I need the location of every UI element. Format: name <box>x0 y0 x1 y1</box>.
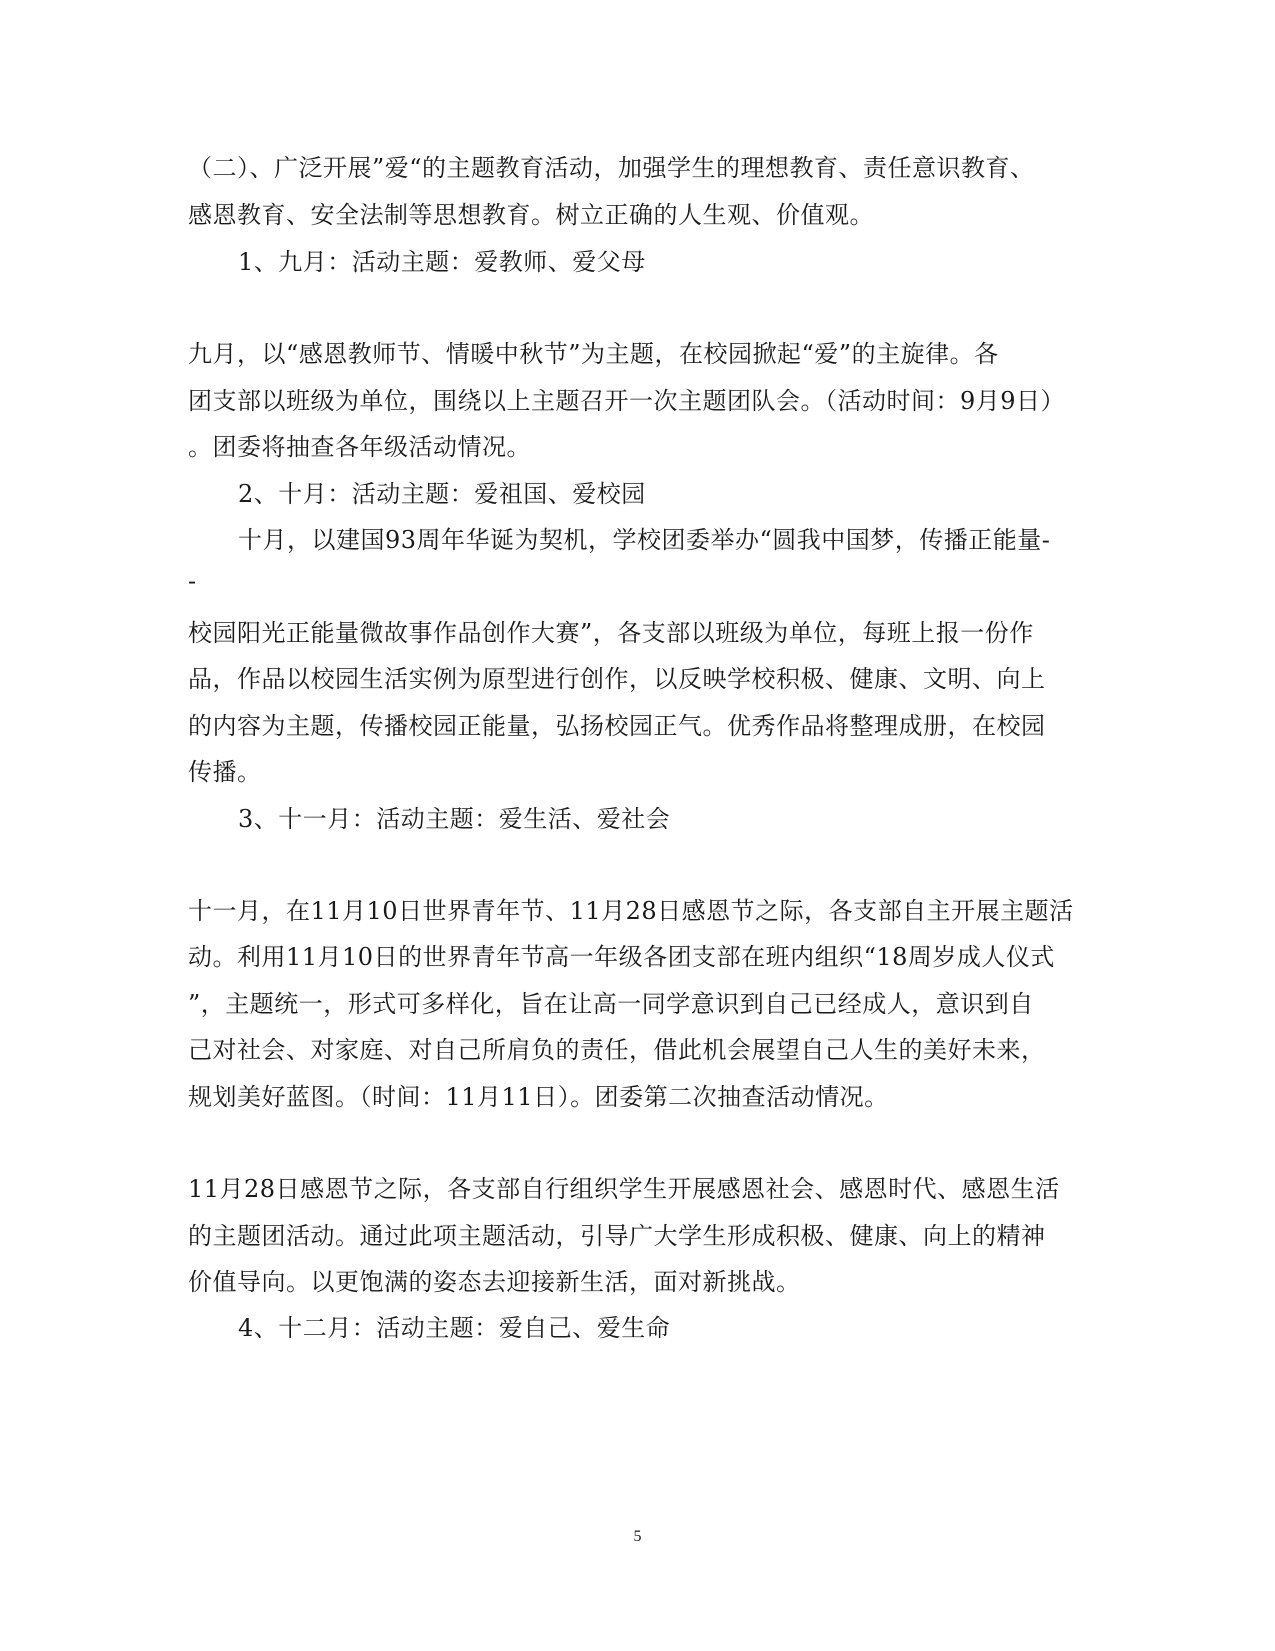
paragraph-line: （二）、广泛开展”爱“的主题教育活动，加强学生的理想教育、责任意识教育、 <box>188 154 1035 182</box>
paragraph-line: 规划美好蓝图。（时间：11月11日）。团委第二次抽查活动情况。 <box>188 1083 889 1111</box>
section-heading-november: 3、十一月：活动主题：爱生活、爱社会 <box>238 805 671 833</box>
page-number: 5 <box>633 1528 642 1545</box>
paragraph-line: 九月，以“感恩教师节、情暖中秋节”为主题，在校园掀起“爱”的主旋律。各 <box>188 340 999 368</box>
paragraph-line: 。团委将抽查各年级活动情况。 <box>188 433 531 461</box>
paragraph-line: 传播。 <box>188 758 262 786</box>
paragraph-line: 己对社会、对家庭、对自己所肩负的责任，借此机会展望自己人生的美好未来， <box>188 1036 1046 1064</box>
paragraph-line: 校园阳光正能量微故事作品创作大赛”，各支部以班级为单位，每班上报一份作 <box>188 619 1034 647</box>
section-heading-december: 4、十二月：活动主题：爱自己、爱生命 <box>238 1314 671 1342</box>
paragraph-line: 十一月，在11月10日世界青年节、11月28日感恩节之际，各支部自主开展主题活 <box>188 897 1074 925</box>
paragraph-line: ”，主题统一，形式可多样化，旨在让高一同学意识到自己已经成人，意识到自 <box>188 990 1034 1018</box>
paragraph-line: 的内容为主题，传播校园正能量，弘扬校园正气。优秀作品将整理成册，在校园 <box>188 712 1046 740</box>
paragraph-line: 11月28日感恩节之际，各支部自行组织学生开展感恩社会、感恩时代、感恩生活 <box>188 1175 1060 1203</box>
paragraph-line: 感恩教育、安全法制等思想教育。树立正确的人生观、价值观。 <box>188 201 874 229</box>
paragraph-line: 品，作品以校园生活实例为原型进行创作，以反映学校积极、健康、文明、向上 <box>188 665 1046 693</box>
paragraph-line: 团支部以班级为单位，围绕以上主题召开一次主题团队会。（活动时间：9月9日） <box>188 387 1066 415</box>
paragraph-line: 的主题团活动。通过此项主题活动，引导广大学生形成积极、健康、向上的精神 <box>188 1222 1046 1250</box>
paragraph-line: 十月，以建国93周年华诞为契机，学校团委举办“圆我中国梦，传播正能量- <box>238 526 1051 554</box>
section-heading-september: 1、九月：活动主题：爱教师、爱父母 <box>238 248 646 276</box>
section-heading-october: 2、十月：活动主题：爱祖国、爱校园 <box>238 480 646 508</box>
paragraph-line: 动。利用11月10日的世界青年节高一年级各团支部在班内组织“18周岁成人仪式 <box>188 943 1055 971</box>
paragraph-line: - <box>188 567 197 595</box>
paragraph-line: 价值导向。以更饱满的姿态去迎接新生活，面对新挑战。 <box>188 1268 801 1296</box>
